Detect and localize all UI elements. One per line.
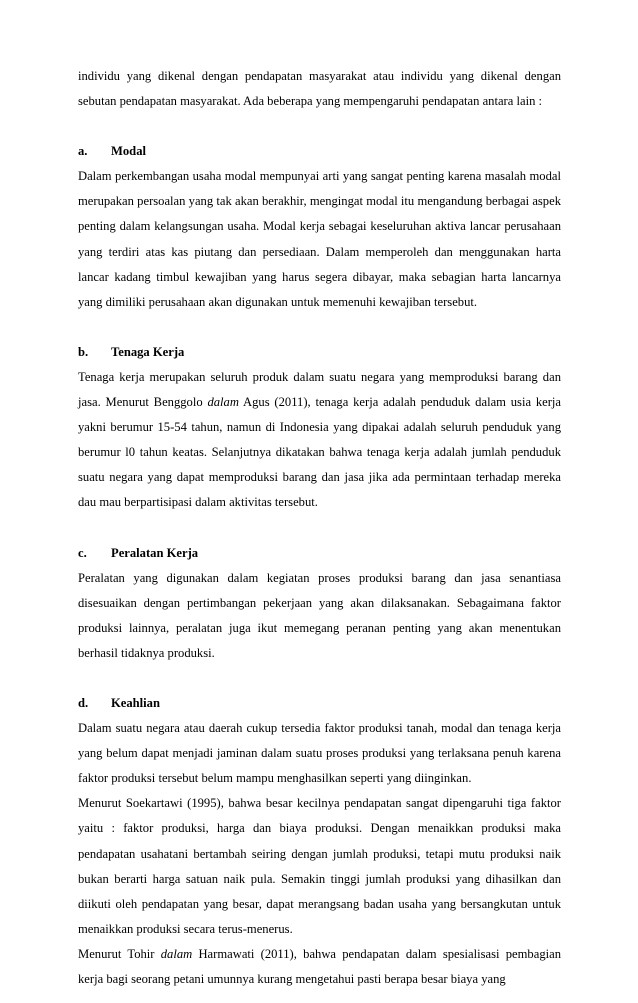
section-letter: b.	[78, 344, 89, 359]
keahlian-paragraph-3	[78, 942, 561, 992]
section-letter: c.	[78, 545, 87, 560]
text-run: Agus (2011), tenaga kerja adalah penduduk dalam usia kerja yakni berumur 15-54 tahun, namun di Indonesia yang dipakai adalah seluruh penduduk yang berumur l0 tahun keatas. Selanjutnya dikatakan bahwa tenaga kerja adalah jumlah penduduk suatu negara yang dapat memproduksi barang dan jasa jika ada permintaan terhadap mereka dau mau berpartisipasi dalam aktivitas tersebut.	[78, 395, 561, 510]
section-title: Modal	[111, 144, 146, 159]
section-title: Tenaga Kerja	[111, 344, 185, 359]
italic-text: dalam	[207, 395, 239, 410]
spacer	[78, 315, 561, 340]
text-run: Harmawati (2011), bahwa pendapatan dalam spesialisasi pembagian kerja bagi seorang petani umunnya kurang mengetahui pasti berapa besar biaya yang	[78, 946, 562, 986]
spacer	[78, 666, 561, 691]
section-title: Peralatan Kerja	[111, 545, 199, 560]
spacer	[78, 516, 561, 541]
section-title: Keahlian	[111, 695, 160, 710]
keahlian-paragraph-1: Dalam suatu negara atau daerah cukup tersedia faktor produksi tanah, modal dan tenaga kerja yang belum dapat menjadi jaminan dalam suatu proses produksi yang terlaksana penuh karena faktor produksi tersebut belum mampu menghasilkan seperti yang diinginkan.	[78, 721, 561, 786]
peralatan-kerja-paragraph: Peralatan yang digunakan dalam kegiatan proses produksi barang dan jasa senantiasa disesuaikan dengan pertimbangan pekerjaan yang akan dilaksanakan. Sebagaimana faktor produksi lainnya, peralatan juga ikut memegang peranan penting yang akan menentukan berhasil tidaknya produksi.	[78, 570, 561, 660]
text-run: Menurut Tohir	[78, 946, 161, 961]
section-letter: d.	[78, 695, 89, 710]
section-heading-tenaga-kerja	[78, 340, 561, 365]
section-heading-keahlian	[78, 691, 561, 716]
intro-paragraph: individu yang dikenal dengan pendapatan masyarakat atau individu yang dikenal dengan sebutan pendapatan masyarakat. Ada beberapa yang mempengaruhi pendapatan antara lain :	[78, 69, 561, 109]
tenaga-kerja-paragraph	[78, 365, 561, 516]
italic-text: dalam	[160, 946, 193, 961]
spacer	[78, 114, 561, 139]
section-heading-peralatan-kerja	[78, 541, 561, 566]
document-page	[78, 64, 561, 992]
keahlian-paragraph-2: Menurut Soekartawi (1995), bahwa besar kecilnya pendapatan sangat dipengaruhi tiga faktor yaitu : faktor produksi, harga dan biaya produksi. Dengan menaikkan produksi maka pendapatan usahatani bertambah seiring dengan jumlah produksi, tetapi mutu produksi naik bukan berarti harga satuan naik pula. Semakin tinggi jumlah produksi yang dihasilkan dan diikuti oleh pendapatan yang besar, dapat merangsang badan usaha yang bersangkutan untuk menaikkan produksi secara terus-menerus.	[78, 796, 561, 936]
section-letter: a.	[78, 144, 88, 159]
text-run: Tenaga kerja merupakan seluruh produk dalam suatu negara yang memproduksi barang dan jasa. Menurut Benggolo	[78, 369, 561, 410]
section-heading-modal	[78, 139, 561, 164]
modal-paragraph: Dalam perkembangan usaha modal mempunyai arti yang sangat penting karena masalah modal merupakan persoalan yang tak akan berakhir, mengingat modal itu mengandung berbagai aspek penting dalam kelangsungan usaha. Modal kerja sebagai keseluruhan aktiva lancar perusahaan yang terdiri atas kas piutang dan persediaan. Dalam memperoleh dan menggunakan harta lancar kadang timbul kewajiban yang harus segera dibayar, maka sebagian harta lancarnya yang dimiliki perusahaan akan digunakan untuk memenuhi kewajiban tersebut.	[78, 169, 561, 309]
